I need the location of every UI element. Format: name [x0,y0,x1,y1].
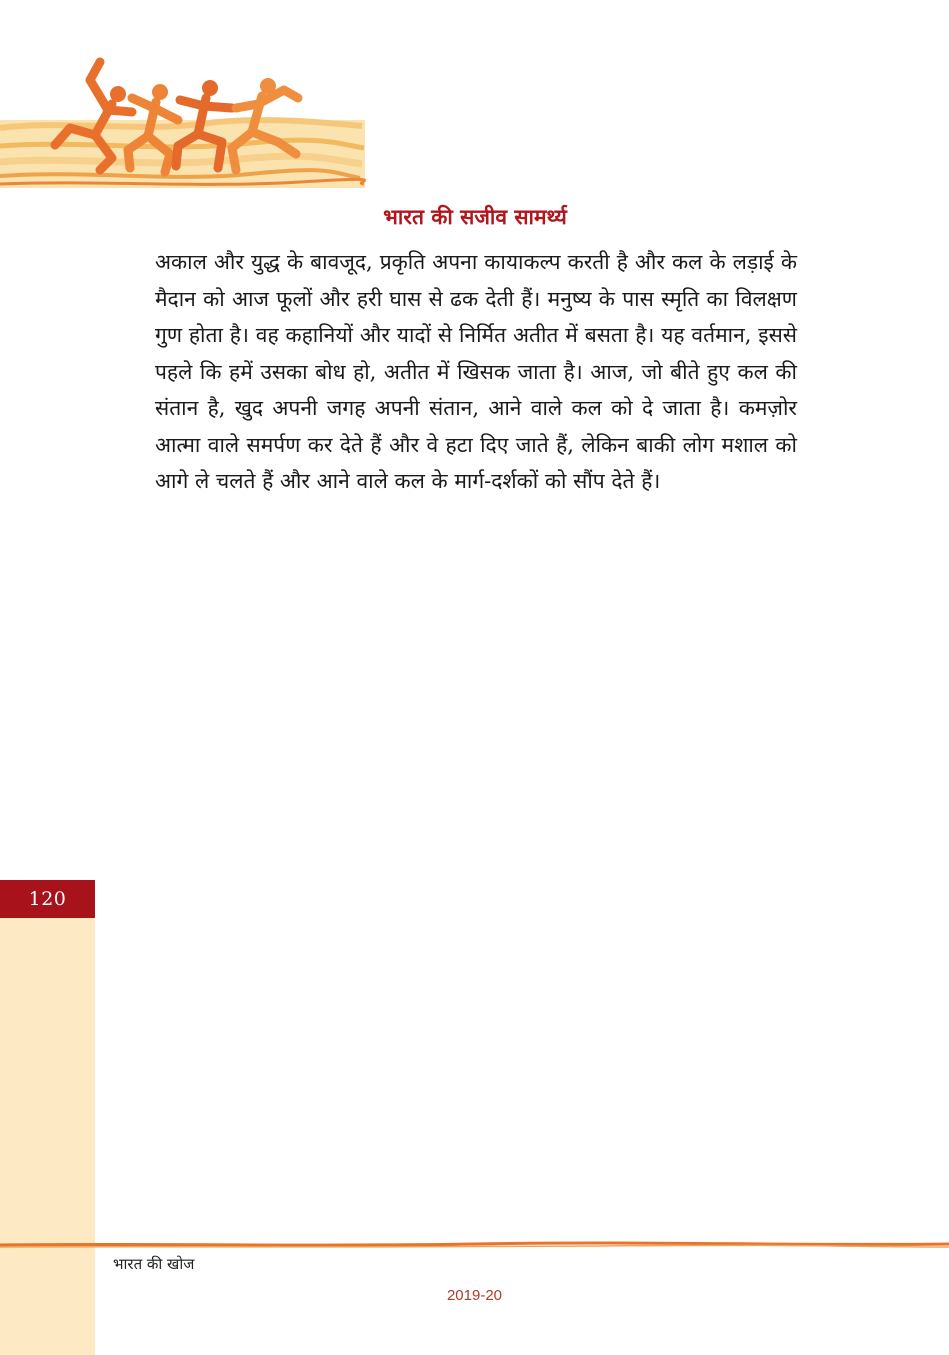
footer-rule [0,1240,949,1250]
section-title: भारत की सजीव सामर्थ्य [383,205,567,229]
page-number: 120 [0,880,95,918]
running-figures-icon [0,50,370,195]
running-footer: भारत की खोज [113,1255,195,1273]
edition-year: 2019-20 [446,1287,503,1304]
body-paragraph: अकाल और युद्ध के बावजूद, प्रकृति अपना कायाकल्प करती है और कल के लड़ाई के मैदान को आज फूलों और हरी घास से ढक देती हैं। मनुष्य के पास स्मृति का विलक्षण गुण होता है। वह कहानियों और यादों से निर्मित अतीत में बसता है। यह वर्तमान, इससे पहले कि हमें उसका बोध हो, अतीत में खिसक जाता है। आज, जो बीते हुए कल की संतान है, खुद अपनी जगह अपनी संतान, आने वाले कल को दे जाता है। कमज़ोर आत्मा वाले समर्पण कर देते हैं और वे हटा दिए जाते हैं, लेकिन बाकी लोग मशाल को आगे ले चलते हैं और आने वाले कल के मार्ग-दर्शकों को सौंप देते हैं। [155,250,797,493]
margin-strip [0,880,95,1355]
